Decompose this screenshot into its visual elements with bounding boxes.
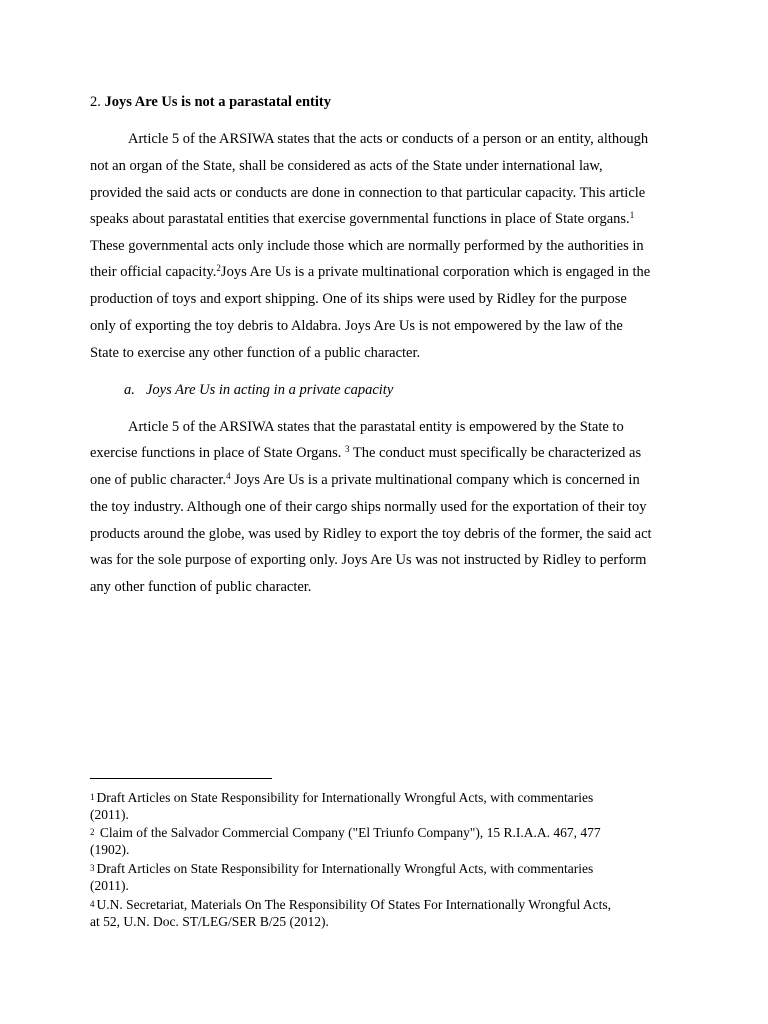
footnote-1-text: Draft Articles on State Responsibility for Internationally Wrongful Acts, with commentaries (96, 790, 594, 805)
footnote-ref-4[interactable]: 4 (226, 471, 231, 481)
footnote-1 (90, 789, 690, 823)
footnote-ref-3[interactable]: 3 (345, 444, 350, 454)
paragraph-1-line-2: not an organ of the State, shall be considered as acts of the State under international law, (90, 158, 603, 174)
footnote-2-text: Claim of the Salvador Commercial Company ("El Triunfo Company"), 15 R.I.A.A. 467, 477 (96, 825, 601, 840)
footnote-4 (90, 896, 690, 930)
section-title: Joys Are Us is not a parastatal entity (104, 94, 331, 110)
paragraph-1-line-7: production of toys and export shipping. One of its ships were used by Ridley for the purpose (90, 291, 627, 307)
paragraph-1-line-4-text: speaks about parastatal entities that exercise governmental functions in place of State organs. (90, 211, 630, 227)
subsection-heading (124, 380, 393, 400)
footnote-3-text: Draft Articles on State Responsibility for Internationally Wrongful Acts, with commentaries (96, 861, 594, 876)
footnote-3 (90, 860, 690, 894)
footnote-2-line-2: (1902). (90, 842, 130, 857)
paragraph-2-line-2-text-b: The conduct must specifically be characterized as (349, 445, 642, 461)
footnote-2-number: 2 (90, 827, 95, 837)
subsection-marker: a. (124, 382, 135, 398)
footnote-3-number: 3 (90, 863, 95, 873)
paragraph-1-line-1: Article 5 of the ARSIWA states that the acts or conducts of a person or an entity, although (128, 131, 649, 147)
paragraph-2-line-5: products around the globe, was used by Ridley to export the toy debris of the former, the said act (90, 526, 652, 542)
paragraph-2-line-3-text-a: one of public character. (90, 472, 227, 488)
footnote-1-line-1 (90, 789, 690, 806)
footnote-3-line-2: (2011). (90, 878, 129, 893)
paragraph-2-line-3 (90, 470, 690, 490)
footnote-ref-1[interactable]: 1 (629, 210, 635, 220)
footnote-3-line-1 (90, 860, 690, 877)
paragraph-2-line-2-text-a: exercise functions in place of State Organs. (90, 445, 346, 461)
paragraph-2-line-3-text-b: Joys Are Us is a private multinational company which is concerned in (230, 472, 640, 488)
paragraph-1-line-6-text-a: their official capacity. (90, 264, 217, 280)
footnote-4-line-2: at 52, U.N. Doc. ST/LEG/SER B/25 (2012). (90, 914, 329, 929)
footnote-ref-2[interactable]: 2 (216, 263, 221, 273)
paragraph-2-line-6: was for the sole purpose of exporting only. Joys Are Us was not instructed by Ridley to perform (90, 552, 647, 568)
paragraph-1-line-3: provided the said acts or conducts are done in connection to that particular capacity. This article (90, 185, 646, 201)
paragraph-2-line-7: any other function of public character. (90, 579, 312, 595)
paragraph-1-line-8: only of exporting the toy debris to Aldabra. Joys Are Us is not empowered by the law of the (90, 318, 623, 334)
section-number: 2. (90, 94, 101, 110)
footnote-2-line-1 (90, 824, 690, 841)
paragraph-1-line-9: State to exercise any other function of a public character. (90, 345, 421, 361)
paragraph-2-line-1: Article 5 of the ARSIWA states that the parastatal entity is empowered by the State to (128, 419, 624, 435)
section-heading (90, 92, 331, 112)
footnote-separator (90, 778, 272, 779)
footnote-1-number: 1 (90, 792, 95, 802)
paragraph-2-line-4: the toy industry. Although one of their cargo ships normally used for the exportation of their toy (90, 499, 647, 515)
subsection-title: Joys Are Us in acting in a private capacity (146, 382, 394, 398)
footnote-1-line-2: (2011). (90, 807, 129, 822)
footnote-4-text: U.N. Secretariat, Materials On The Responsibility Of States For Internationally Wrongful Acts, (96, 897, 611, 912)
paragraph-2-line-2 (90, 443, 690, 463)
footnote-4-line-1 (90, 896, 690, 913)
paragraph-1-line-6-text-b: Joys Are Us is a private multinational corporation which is engaged in the (220, 264, 651, 280)
paragraph-1-line-6 (90, 262, 690, 282)
paragraph-1-line-5: These governmental acts only include those which are normally performed by the authorities in (90, 238, 644, 254)
footnote-2 (90, 824, 690, 858)
paragraph-1-line-4 (90, 209, 690, 229)
footnote-4-number: 4 (90, 899, 95, 909)
